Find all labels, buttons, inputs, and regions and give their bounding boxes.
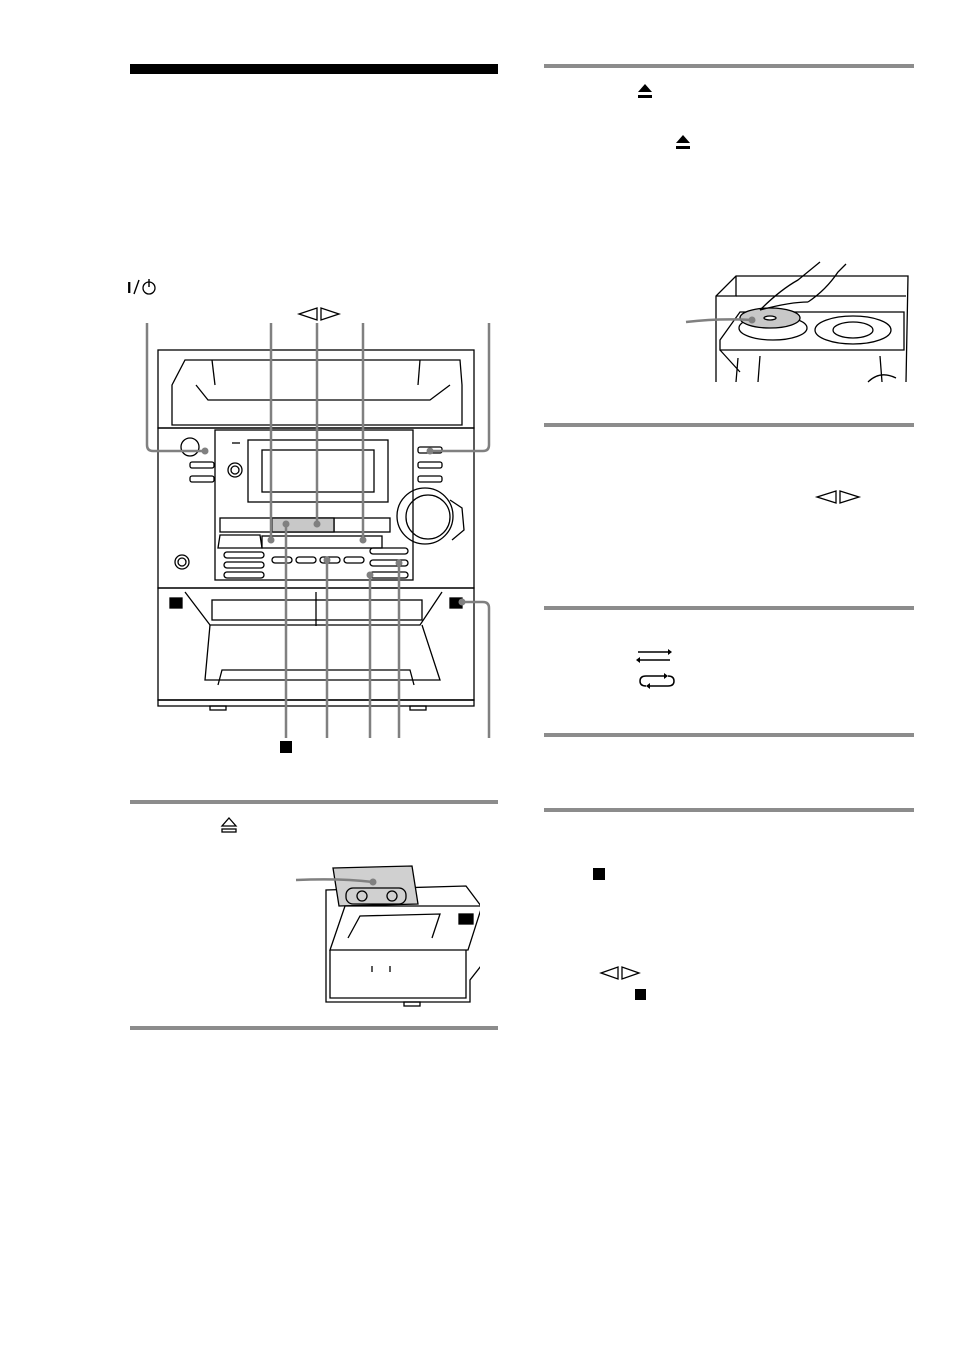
relay-mode-icon — [638, 672, 676, 690]
stop-icon-bottom — [634, 988, 648, 1002]
stop-icon-right — [592, 867, 606, 881]
divider-left-1 — [130, 800, 498, 804]
play-direction-icon-right — [814, 490, 862, 504]
divider-left-2 — [130, 1026, 498, 1030]
stop-icon — [279, 740, 293, 754]
cd-insertion-illustration — [682, 256, 910, 388]
cassette-insertion-illustration — [290, 862, 480, 1008]
divider-right-5 — [544, 808, 914, 812]
play-direction-icon-bottom — [598, 966, 642, 980]
cd-eject-icon-1 — [636, 82, 654, 100]
divider-right-1 — [544, 64, 914, 68]
stereo-front-panel-illustration — [140, 318, 500, 740]
reverse-mode-icon — [636, 648, 672, 664]
svg-text:I: I — [127, 280, 132, 296]
divider-right-3 — [544, 606, 914, 610]
divider-right-4 — [544, 733, 914, 737]
cd-eject-icon-2 — [674, 133, 692, 151]
section-title-rule — [130, 64, 498, 74]
tape-eject-icon — [220, 816, 238, 834]
divider-right-2 — [544, 423, 914, 427]
power-icon — [127, 278, 161, 296]
